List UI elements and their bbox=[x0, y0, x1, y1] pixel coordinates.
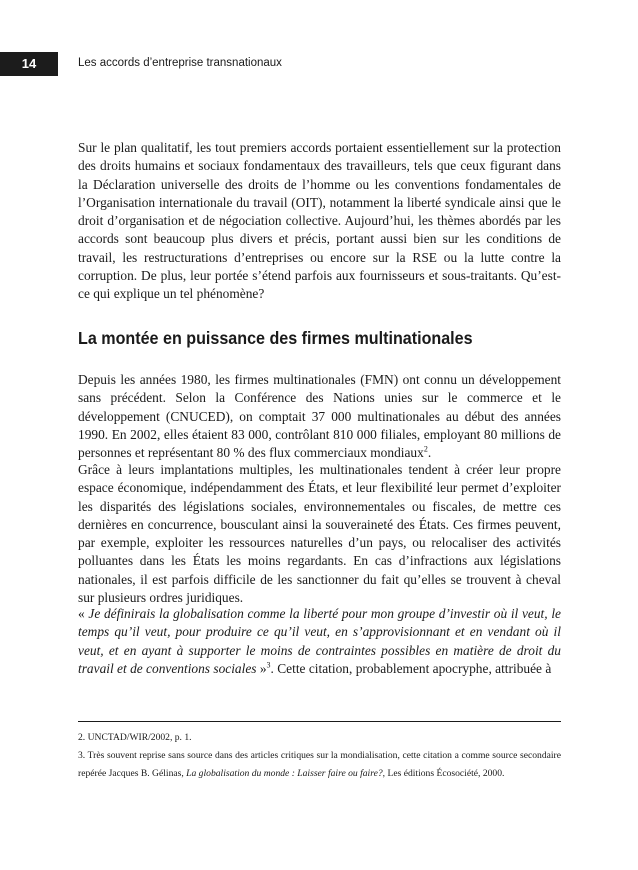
quote-after-text: . Cette citation, probablement apocryphe, attribuée à bbox=[270, 660, 552, 676]
paragraph-fmn bbox=[78, 371, 561, 462]
running-title: Les accords d’entreprise transnationaux bbox=[78, 57, 282, 69]
page-number: 14 bbox=[0, 52, 58, 76]
footnote-3-publisher: , Les éditions Écosociété, 2000. bbox=[382, 767, 505, 779]
section-heading: La montée en puissance des firmes multinationales bbox=[78, 328, 473, 348]
paragraph-quote bbox=[78, 605, 561, 678]
footnote-2: 2. UNCTAD/WIR/2002, p. 1. bbox=[78, 732, 192, 743]
quote-close-mark: » bbox=[256, 660, 267, 676]
paragraph-implantations: Grâce à leurs implantations multiples, les multinationales tendent à créer leur propre espace économique, indépendamment des États, et leur flexibilité leur permet d’exploiter les disparités des législations sociales, environnementales ou fiscales, de mettre ces dernières en concurrence, bousculant ainsi la souveraineté des États. Ces firmes peuvent, par exemple, exploiter les ressources naturelles d’un pays, ou relocaliser des activités polluantes dans les États les moins regardants. En cas d’infractions aux législations nationales, il est parfois difficile de les sanctionner du fait qu’elles se trouvent à cheval sur plusieurs ordres juridiques. bbox=[78, 462, 561, 606]
footnote-ref-3: 3 bbox=[266, 660, 271, 670]
footnote-divider bbox=[78, 721, 561, 722]
paragraph-fmn-end: . bbox=[427, 445, 432, 461]
paragraph-fmn-text: Depuis les années 1980, les firmes multinationales (FMN) ont connu un développement sans précédent. Selon la Conférence des Nations unies sur le commerce et le développement (CNUCED), on comptait 37 000 multinationales au début des années 1990. En 2002, elles étaient 83 000, contrôlant 810 000 filiales, employant 80 millions de personnes et représentant 80 % des flux commerciaux mondiaux bbox=[78, 372, 561, 461]
intro-paragraph: Sur le plan qualitatif, les tout premiers accords portaient essentiellement sur la protection des droits humains et sociaux fondamentaux des travailleurs, tels que ceux figurant dans la Déclaration universelle des droits de l’homme ou les conventions fondamentales de l’Organisation internationale du travail (OIT), notamment la liberté syndicale ainsi que le droit d’organisation et de négociation collective. Aujourd’hui, les thèmes abordés par les accords sont beaucoup plus divers et précis, portant aussi bien sur les conditions de travail, les restructurations d’entreprises ou encore sur la RSE ou la lutte contre la corruption. De plus, leur portée s’étend parfois aux fournisseurs et sous-traitants. Qu’est-ce qui explique un tel phénomène? bbox=[78, 140, 561, 302]
footnote-3 bbox=[78, 747, 561, 782]
quote-open-mark: « bbox=[78, 606, 89, 621]
footnote-ref-2: 2 bbox=[423, 444, 428, 454]
footnote-3-text: 3. Très souvent reprise sans source dans des articles critiques sur la mondialisation, cette citation a comme source secondaire repérée Jacques B. Gélinas, bbox=[78, 750, 561, 779]
footnote-3-book-title: La globalisation du monde : Laisser faire ou faire? bbox=[186, 767, 383, 779]
quote-text: Je définirais la globalisation comme la liberté pour mon groupe d’investir où il veut, le temps qu’il veut, pour produire ce qu’il veut, en s’approvisionnant et en vendant où il veut, et en ayant à supporter le moins de contraintes possibles en matière de droit du travail et de conventions sociales bbox=[78, 606, 561, 676]
